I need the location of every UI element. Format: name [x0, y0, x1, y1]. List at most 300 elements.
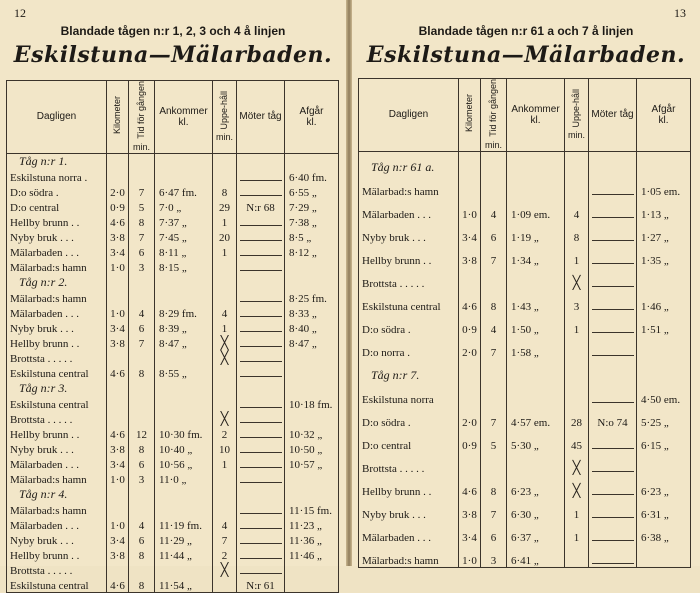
departure-time: 1·46 „: [637, 290, 691, 313]
travel-minutes: 7: [129, 229, 155, 244]
timetable-row: [359, 336, 691, 359]
arrival-time: [155, 411, 213, 426]
departure-time: 1·13 „: [637, 198, 691, 221]
blank-line: [240, 467, 282, 468]
meets-train-blank: [589, 452, 637, 475]
travel-minutes: 3: [129, 471, 155, 486]
travel-minutes: 6: [481, 221, 507, 244]
distance-km: 1·0: [459, 198, 481, 221]
empty-cell: [285, 380, 339, 396]
blank-line: [240, 255, 282, 256]
station-name: Mälarbaden . . .: [362, 209, 432, 222]
travel-minutes: [129, 562, 155, 577]
empty-cell: [459, 359, 481, 383]
distance-km: [107, 290, 129, 305]
arrival-time: 6·41 „: [507, 544, 565, 567]
station-name: Hellby brunn . .: [10, 550, 80, 563]
blank-line: [592, 286, 634, 287]
timetable-row: [7, 411, 339, 426]
stop-minutes: 8: [565, 221, 589, 244]
empty-cell: [565, 151, 589, 175]
distance-km: 4·6: [107, 214, 129, 229]
col-dagligen: Dagligen: [359, 79, 459, 152]
meets-train-blank: [237, 320, 285, 335]
timetable-row: [359, 175, 691, 198]
blank-line: [592, 217, 634, 218]
meets-train-blank: [589, 544, 637, 567]
arrival-time: 8·47 „: [155, 335, 213, 350]
empty-cell: [459, 151, 481, 175]
meets-train-blank: [237, 214, 285, 229]
distance-km: 3·4: [107, 320, 129, 335]
timetable-row: [7, 577, 339, 592]
arrival-time: 7·0 „: [155, 199, 213, 214]
station-name: Brottsta . . . . .: [362, 463, 425, 476]
arrival-time: [507, 452, 565, 475]
travel-minutes: [129, 411, 155, 426]
page-number: 12: [14, 6, 26, 20]
travel-minutes: 7: [481, 244, 507, 267]
col-kilometer: Kilometer: [107, 81, 129, 154]
departure-time: 6·23 „: [637, 475, 691, 498]
departure-time: 10·18 fm.: [285, 396, 339, 411]
meets-train: N:o 74: [589, 406, 637, 429]
distance-km: 1·0: [107, 517, 129, 532]
departure-time: 11·36 „: [285, 532, 339, 547]
col-kilometer: Kilometer: [459, 79, 481, 152]
station-name: Eskilstuna norra: [362, 394, 434, 407]
departure-time: 8·47 „: [285, 335, 339, 350]
station-name: Eskilstuna central: [10, 399, 89, 412]
station-name: Nyby bruk . . .: [10, 232, 74, 245]
empty-cell: [481, 151, 507, 175]
meets-train-blank: [237, 471, 285, 486]
col-uppehall: Uppe-håll min.: [213, 81, 237, 154]
no-stop-cross: [213, 562, 237, 577]
travel-minutes: [129, 169, 155, 184]
timetable-row: [7, 441, 339, 456]
empty-cell: [213, 153, 237, 169]
departure-time: [637, 544, 691, 567]
col-tid: Tid för gången min.: [129, 81, 155, 154]
blank-line: [592, 517, 634, 518]
departure-time: 7·29 „: [285, 199, 339, 214]
meets-train-blank: [237, 547, 285, 562]
departure-time: 4·50 em.: [637, 383, 691, 406]
stop-minutes: [565, 336, 589, 359]
empty-cell: [637, 359, 691, 383]
distance-km: 3·8: [107, 335, 129, 350]
meets-train-blank: [237, 229, 285, 244]
blank-line: [240, 513, 282, 514]
distance-km: [459, 452, 481, 475]
stop-minutes: [565, 175, 589, 198]
stop-minutes: [213, 396, 237, 411]
departure-time: [637, 267, 691, 290]
blank-line: [240, 180, 282, 181]
meets-train-blank: [589, 267, 637, 290]
timetable-row: [7, 456, 339, 471]
distance-km: 0·9: [107, 199, 129, 214]
meets-train-blank: [589, 521, 637, 544]
station-name: D:o södra .: [10, 187, 59, 200]
travel-minutes: 8: [481, 290, 507, 313]
distance-km: [107, 411, 129, 426]
page-subtitle: Blandade tågen n:r 61 a och 7 å linjen: [418, 24, 634, 38]
timetable-row: [7, 229, 339, 244]
stop-minutes: [213, 471, 237, 486]
distance-km: 1·0: [459, 544, 481, 567]
arrival-time: [155, 290, 213, 305]
blank-line: [240, 270, 282, 271]
station-name: Eskilstuna central: [362, 301, 441, 314]
cross-mark-icon: ╳: [220, 411, 229, 427]
blank-line: [592, 448, 634, 449]
blank-line: [592, 540, 634, 541]
arrival-time: 6·47 fm.: [155, 184, 213, 199]
arrival-time: 11·0 „: [155, 471, 213, 486]
train-section-heading: [359, 359, 691, 383]
blank-line: [592, 494, 634, 495]
stop-minutes: [213, 259, 237, 274]
col-moter-tag: Möter tåg: [589, 79, 637, 152]
arrival-time: [155, 562, 213, 577]
station-name: Nyby bruk . . .: [10, 535, 74, 548]
station-name: Nyby bruk . . .: [10, 323, 74, 336]
blank-line: [240, 331, 282, 332]
meets-train-blank: [589, 475, 637, 498]
stop-minutes: [213, 290, 237, 305]
no-stop-cross: [213, 335, 237, 350]
blank-line: [240, 376, 282, 377]
blank-line: [592, 471, 634, 472]
stop-minutes: 7: [213, 532, 237, 547]
timetable-row: [359, 290, 691, 313]
train-number: Tåg n:r 61 a.: [371, 160, 435, 175]
departure-time: 6·55 „: [285, 184, 339, 199]
meets-train-blank: [237, 169, 285, 184]
empty-cell: [237, 380, 285, 396]
stop-minutes: 20: [213, 229, 237, 244]
timetable-row: [7, 547, 339, 562]
meets-train-blank: [589, 290, 637, 313]
timetable-row: [7, 396, 339, 411]
arrival-time: 1·50 „: [507, 313, 565, 336]
timetable-row: [7, 532, 339, 547]
travel-minutes: 4: [481, 313, 507, 336]
blank-line: [240, 346, 282, 347]
stop-minutes: 8: [213, 184, 237, 199]
timetable-row: [359, 429, 691, 452]
station-name: Eskilstuna central: [10, 579, 89, 592]
timetable-row: [359, 198, 691, 221]
meets-train-blank: [237, 290, 285, 305]
col-moter-tag: Möter tåg: [237, 81, 285, 154]
travel-minutes: [129, 502, 155, 517]
timetable-row: [7, 169, 339, 184]
distance-km: 3·8: [107, 229, 129, 244]
meets-train-blank: [589, 429, 637, 452]
station-name: Brottsta . . . . .: [362, 278, 425, 291]
travel-minutes: [481, 267, 507, 290]
distance-km: 3·8: [107, 547, 129, 562]
distance-km: 3·4: [107, 244, 129, 259]
travel-minutes: [129, 396, 155, 411]
departure-time: 10·32 „: [285, 426, 339, 441]
arrival-time: 6·30 „: [507, 498, 565, 521]
arrival-time: [155, 169, 213, 184]
page-title: Eskilstuna—Mälarbaden.: [366, 42, 686, 68]
distance-km: 2·0: [459, 336, 481, 359]
departure-time: 6·15 „: [637, 429, 691, 452]
departure-time: [637, 452, 691, 475]
arrival-time: 8·11 „: [155, 244, 213, 259]
timetable-row: [7, 305, 339, 320]
empty-cell: [507, 359, 565, 383]
meets-train-blank: [237, 411, 285, 426]
meets-train-blank: [237, 335, 285, 350]
stop-minutes: 1: [213, 244, 237, 259]
travel-minutes: 7: [481, 336, 507, 359]
empty-cell: [285, 153, 339, 169]
blank-line: [592, 263, 634, 264]
distance-km: [107, 396, 129, 411]
blank-line: [240, 240, 282, 241]
stop-minutes: 3: [565, 290, 589, 313]
departure-time: 6·31 „: [637, 498, 691, 521]
departure-time: 10·57 „: [285, 456, 339, 471]
station-name: Eskilstuna central: [10, 368, 89, 381]
travel-minutes: 7: [481, 498, 507, 521]
arrival-time: 4·57 em.: [507, 406, 565, 429]
departure-time: [285, 471, 339, 486]
station-name: Mälarbad:s hamn: [10, 474, 87, 487]
empty-cell: [213, 274, 237, 290]
departure-time: [285, 411, 339, 426]
train-number: Tåg n:r 4.: [19, 487, 68, 502]
departure-time: 8·25 fm.: [285, 290, 339, 305]
travel-minutes: 4: [129, 305, 155, 320]
timetable-row: [359, 544, 691, 567]
arrival-time: 11·44 „: [155, 547, 213, 562]
distance-km: 3·8: [459, 244, 481, 267]
arrival-time: 1·19 „: [507, 221, 565, 244]
travel-minutes: 8: [129, 214, 155, 229]
departure-time: 1·51 „: [637, 313, 691, 336]
arrival-time: 10·30 fm.: [155, 426, 213, 441]
meets-train-blank: [589, 498, 637, 521]
meets-train-blank: [237, 365, 285, 380]
timetable-row: [7, 562, 339, 577]
departure-time: 8·33 „: [285, 305, 339, 320]
empty-cell: [237, 153, 285, 169]
distance-km: 2·0: [459, 406, 481, 429]
travel-minutes: 5: [129, 199, 155, 214]
empty-cell: [565, 359, 589, 383]
blank-line: [592, 309, 634, 310]
empty-cell: [507, 151, 565, 175]
distance-km: 1·0: [107, 471, 129, 486]
empty-cell: [107, 380, 129, 396]
meets-train-blank: [237, 259, 285, 274]
blank-line: [592, 194, 634, 195]
timetable-row: [359, 521, 691, 544]
departure-time: 10·50 „: [285, 441, 339, 456]
timetable-row: [359, 267, 691, 290]
timetable-row: [359, 498, 691, 521]
departure-time: 6·38 „: [637, 521, 691, 544]
no-stop-cross: [565, 452, 589, 475]
departure-time: [285, 562, 339, 577]
travel-minutes: 8: [481, 475, 507, 498]
travel-minutes: 12: [129, 426, 155, 441]
station-name: Hellby brunn . .: [10, 338, 80, 351]
station-name: Nyby bruk . . .: [362, 232, 426, 245]
train-number: Tåg n:r 1.: [19, 154, 68, 169]
blank-line: [240, 482, 282, 483]
timetable-row: [7, 290, 339, 305]
stop-minutes: 1: [565, 521, 589, 544]
no-stop-cross: [565, 267, 589, 290]
travel-minutes: 6: [129, 244, 155, 259]
arrival-time: 7·45 „: [155, 229, 213, 244]
cross-mark-icon: ╳: [572, 460, 581, 476]
departure-time: 8·40 „: [285, 320, 339, 335]
train-section-heading: [359, 151, 691, 175]
stop-minutes: 45: [565, 429, 589, 452]
distance-km: 1·0: [107, 305, 129, 320]
timetable-row: [7, 244, 339, 259]
station-name: Mälarbaden . . .: [362, 532, 432, 545]
travel-minutes: 3: [129, 259, 155, 274]
arrival-time: [507, 267, 565, 290]
travel-minutes: 6: [481, 521, 507, 544]
empty-cell: [129, 380, 155, 396]
blank-line: [240, 543, 282, 544]
blank-line: [240, 437, 282, 438]
timetable-row: [359, 313, 691, 336]
meets-train-blank: [237, 305, 285, 320]
stop-minutes: 28: [565, 406, 589, 429]
distance-km: [107, 502, 129, 517]
empty-cell: [129, 153, 155, 169]
page-title: Eskilstuna—Mälarbaden.: [13, 42, 333, 68]
distance-km: 3·4: [459, 521, 481, 544]
empty-cell: [285, 486, 339, 502]
blank-line: [240, 452, 282, 453]
col-uppehall: Uppe-håll min.: [565, 79, 589, 152]
station-name: Brottsta . . . . .: [10, 353, 73, 366]
stop-minutes: 4: [213, 305, 237, 320]
station-name: Eskilstuna norra .: [10, 172, 88, 185]
arrival-time: 11·19 fm.: [155, 517, 213, 532]
empty-cell: [589, 359, 637, 383]
stop-minutes: [213, 502, 237, 517]
col-afgar: Afgår kl.: [637, 79, 691, 152]
meets-train-blank: [237, 562, 285, 577]
station-name: Mälarbaden . . .: [10, 247, 80, 260]
blank-line: [592, 355, 634, 356]
distance-km: 4·6: [459, 290, 481, 313]
distance-km: [107, 169, 129, 184]
station-name: Mälarbad:s hamn: [10, 293, 87, 306]
travel-minutes: 7: [481, 406, 507, 429]
meets-train-blank: [589, 336, 637, 359]
departure-time: 6·40 fm.: [285, 169, 339, 184]
col-afgar: Afgår kl.: [285, 81, 339, 154]
meets-train-blank: [589, 175, 637, 198]
distance-km: [459, 175, 481, 198]
timetable-row: [359, 452, 691, 475]
travel-minutes: 8: [129, 441, 155, 456]
travel-minutes: [481, 175, 507, 198]
distance-km: 3·8: [107, 441, 129, 456]
stop-minutes: 4: [565, 198, 589, 221]
travel-minutes: 7: [129, 184, 155, 199]
timetable-row: [7, 184, 339, 199]
station-name: Mälarbaden . . .: [10, 459, 80, 472]
no-stop-cross: [213, 350, 237, 365]
arrival-time: 1·34 „: [507, 244, 565, 267]
stop-minutes: [565, 383, 589, 406]
arrival-time: 6·23 „: [507, 475, 565, 498]
cross-mark-icon: ╳: [572, 483, 581, 499]
right-page: [352, 0, 700, 566]
timetable-row: [7, 199, 339, 214]
empty-cell: [107, 486, 129, 502]
empty-cell: [285, 274, 339, 290]
timetable-row: [359, 221, 691, 244]
blank-line: [240, 301, 282, 302]
travel-minutes: 8: [129, 547, 155, 562]
timetable: [358, 78, 691, 568]
blank-line: [240, 528, 282, 529]
empty-cell: [237, 486, 285, 502]
arrival-time: 6·37 „: [507, 521, 565, 544]
distance-km: 3·4: [107, 456, 129, 471]
departure-time: [285, 577, 339, 592]
distance-km: 3·8: [459, 498, 481, 521]
arrival-time: 10·40 „: [155, 441, 213, 456]
cross-mark-icon: ╳: [220, 562, 229, 578]
distance-km: 0·9: [459, 313, 481, 336]
arrival-time: 8·39 „: [155, 320, 213, 335]
timetable-row: [7, 320, 339, 335]
empty-cell: [155, 153, 213, 169]
arrival-time: [507, 383, 565, 406]
empty-cell: [155, 380, 213, 396]
empty-cell: [637, 151, 691, 175]
departure-time: [285, 350, 339, 365]
arrival-time: 1·09 em.: [507, 198, 565, 221]
travel-minutes: 3: [481, 544, 507, 567]
station-name: Hellby brunn . .: [362, 486, 432, 499]
travel-minutes: [481, 452, 507, 475]
stop-minutes: 1: [565, 498, 589, 521]
travel-minutes: 4: [129, 517, 155, 532]
stop-minutes: [213, 169, 237, 184]
meets-train-blank: [237, 244, 285, 259]
station-name: Brottsta . . . . .: [10, 414, 73, 427]
stop-minutes: 1: [213, 456, 237, 471]
station-name: Mälarbad:s hamn: [10, 505, 87, 518]
station-name: D:o södra .: [362, 417, 411, 430]
distance-km: 1·0: [107, 259, 129, 274]
empty-cell: [481, 359, 507, 383]
train-section-heading: [7, 380, 339, 396]
empty-cell: [589, 151, 637, 175]
timetable-row: [7, 502, 339, 517]
